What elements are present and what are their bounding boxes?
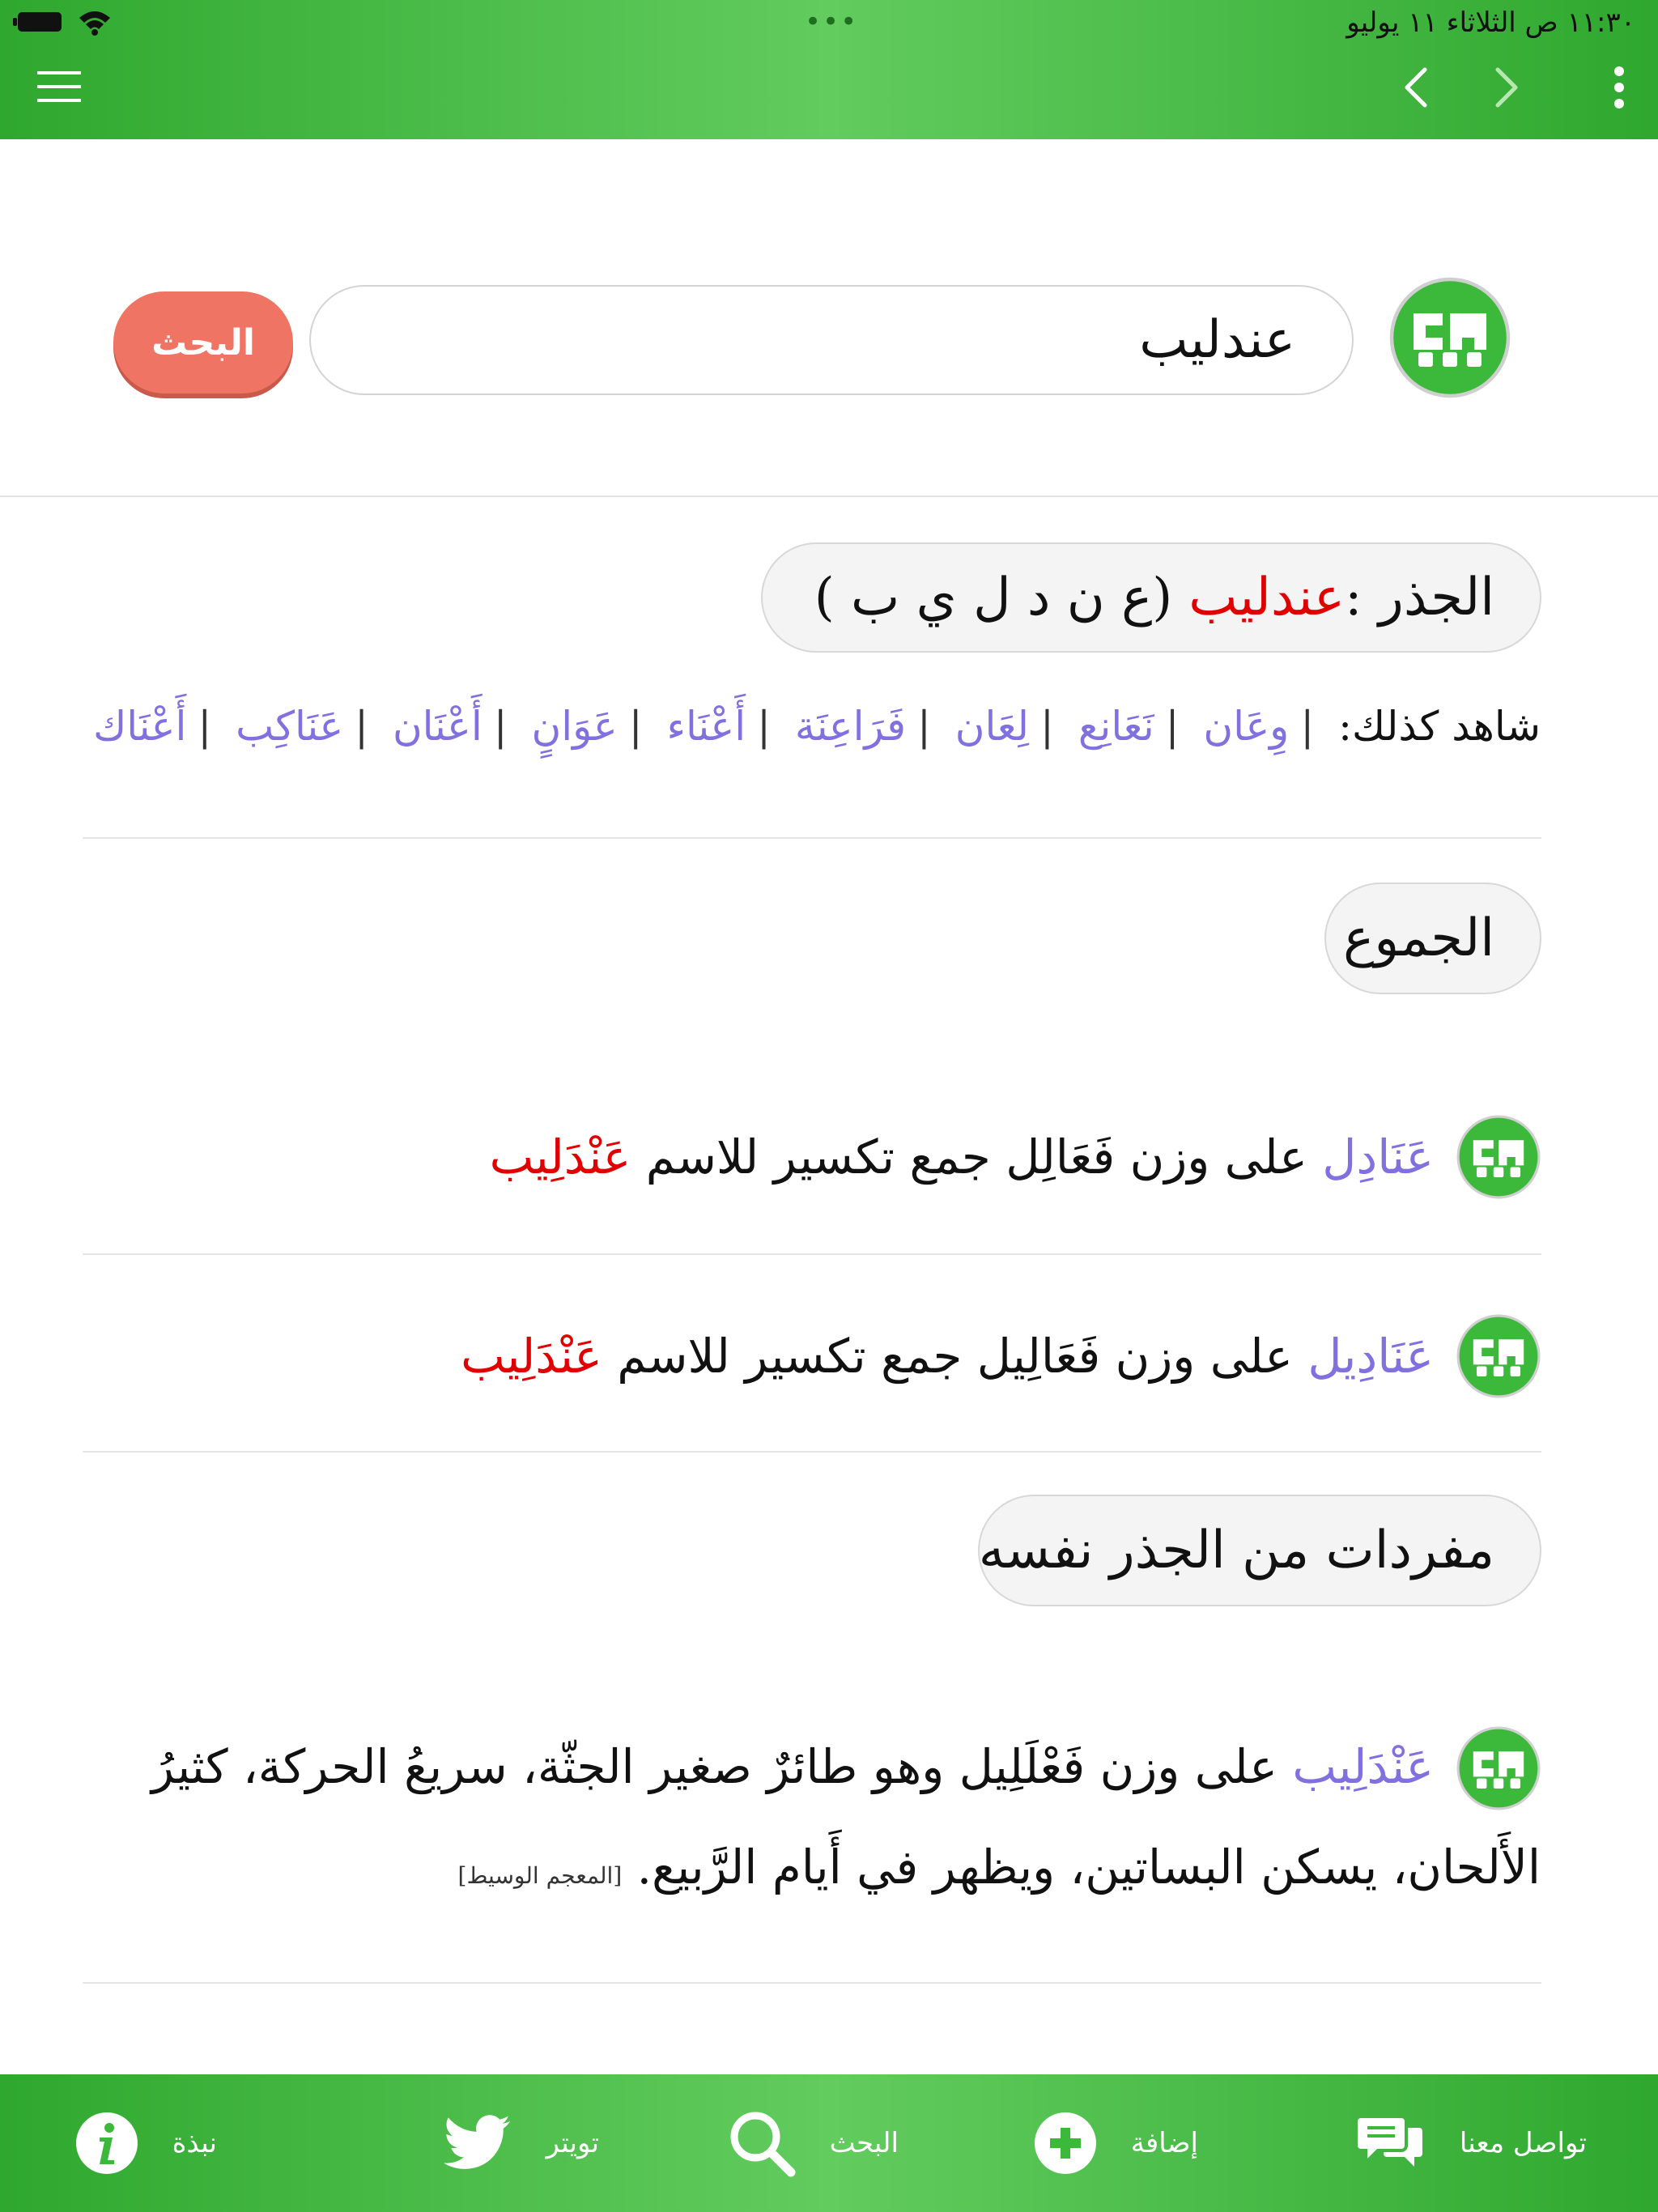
bottom-tab-bar [0,2074,1658,2212]
tab-search[interactable] [728,2074,899,2212]
see-also-label: شاهد كذلك: [1338,703,1541,750]
entry-word[interactable]: عَنَادِل [1322,1129,1434,1185]
hamburger-menu-icon[interactable] [37,70,81,104]
entry-text: على وزن فَعَالِل جمع تكسير للاسم [631,1129,1323,1185]
divider [83,837,1541,839]
info-icon [75,2112,138,2175]
plus-icon [1034,2112,1097,2175]
divider [83,1982,1541,1984]
definition-text: على وزن فَعْلَلِيل وهو طائرٌ صغير الجثّة، سريعُ الحركة، كثيرُ الأَلحان، يسكن البساتين، ويظهر في أَيام الرَّبيع. [151,1739,1541,1895]
status-time: ١١:٣٠ ص الثلاثاء ١١ يوليو [1346,6,1635,39]
plural-entry [461,1312,1541,1401]
tab-about[interactable] [75,2074,217,2212]
battery-icon [13,10,65,34]
plurals-section-title: الجموع [1324,883,1541,994]
plural-entry [490,1112,1541,1202]
root-letters: (ع ن د ل ي ب ) [814,568,1173,627]
search-input[interactable] [309,285,1354,395]
see-also-link[interactable]: أَعْنَان [392,703,483,750]
see-also-link[interactable]: نَعَانِع [1078,703,1154,750]
definition-entry [75,1716,1541,1926]
tab-label: تويتر [546,2127,599,2159]
chevron-right-icon[interactable] [1490,65,1522,110]
app-logo-icon [1389,277,1511,398]
divider [0,496,1658,497]
tab-label: إضافة [1130,2127,1198,2159]
divider [83,1451,1541,1453]
see-also: شاهد كذلك: |وِعَان |نَعَانِع |لِعَان |فَرَاعِنَة |أَعْنَاء |عَوَانٍ |أَعْنَان |عَنَاكِب |أَعْنَاك [93,703,1541,750]
definition-text-block [75,1716,1541,1926]
chevron-left-icon[interactable] [1401,65,1433,110]
multitask-dots-icon[interactable]: ••• [805,6,859,38]
tab-contact[interactable] [1358,2074,1587,2212]
root-word: عندليب [1188,568,1345,627]
twitter-icon [444,2115,512,2172]
tab-add[interactable] [1034,2074,1198,2212]
tab-label: نبذة [172,2127,217,2159]
see-also-link[interactable]: لِعَان [954,703,1030,750]
entry-word[interactable]: عَنْدَلِيب [1292,1739,1434,1794]
see-also-link[interactable]: أَعْنَاك [93,703,187,750]
app-logo-icon [1456,1115,1541,1199]
see-also-link[interactable]: عَوَانٍ [531,703,618,750]
root-pill [761,542,1541,653]
wifi-icon [78,8,112,36]
see-also-link[interactable]: فَرَاعِنَة [794,703,906,750]
divider [83,1253,1541,1255]
see-also-link[interactable]: عَنَاكِب [236,703,344,750]
entry-word[interactable]: عَنَادِيل [1307,1329,1434,1384]
see-also-link[interactable]: وِعَان [1203,703,1290,750]
search-icon [728,2109,796,2177]
tab-twitter[interactable] [444,2074,599,2212]
tab-label: تواصل معنا [1459,2127,1587,2159]
see-also-link[interactable]: أَعْنَاء [666,703,746,750]
app-logo-icon [1456,1726,1541,1810]
entry-base-word[interactable]: عَنْدَلِيب [461,1329,602,1384]
entry-text: على وزن فَعَالِيل جمع تكسير للاسم [602,1329,1308,1384]
definition-source: [المعجم الوسيط] [457,1862,623,1889]
same-root-section-title: مفردات من الجذر نفسه [978,1495,1541,1606]
more-vertical-icon[interactable] [1607,65,1631,110]
search-button[interactable]: البحث [113,291,293,393]
top-bar [0,0,1658,139]
search-area [0,139,1658,496]
tab-label: البحث [829,2127,899,2159]
root-label: الجذر : [1345,568,1494,627]
entry-base-word[interactable]: عَنْدَلِيب [489,1129,631,1185]
app-logo-icon [1456,1314,1541,1398]
chat-icon [1358,2113,1426,2173]
